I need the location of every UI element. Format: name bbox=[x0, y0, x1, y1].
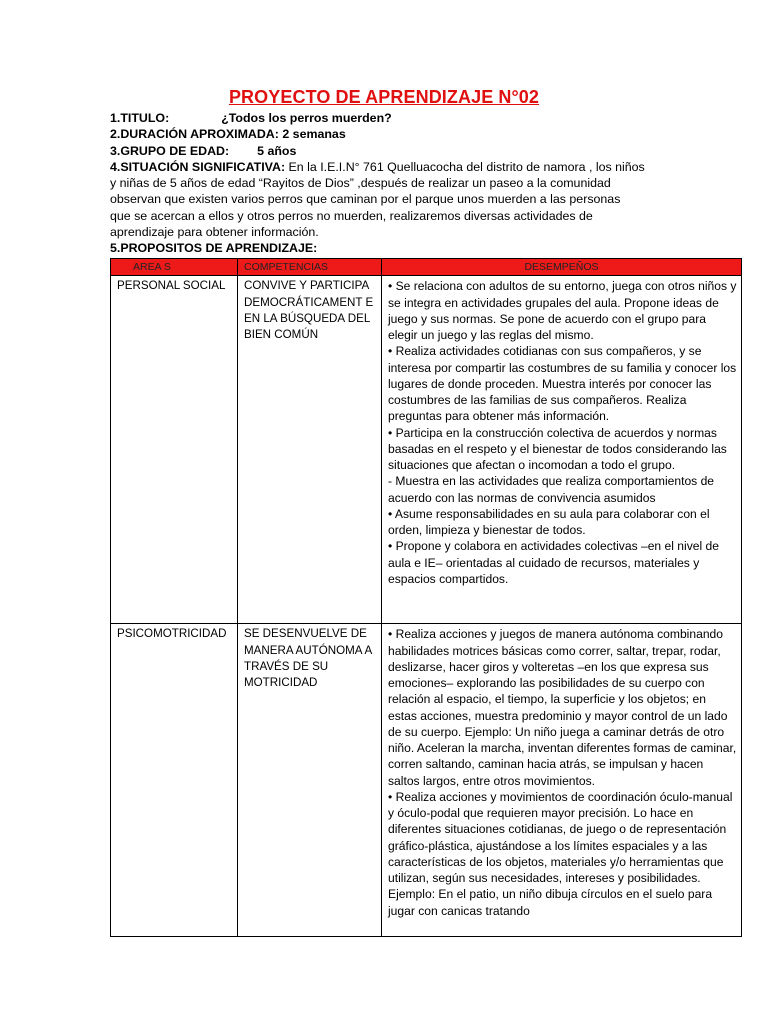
titulo-value: ¿Todos los perros muerden? bbox=[221, 111, 392, 125]
titulo-line bbox=[110, 110, 670, 126]
desempeno-item: • Propone y colabora en actividades colectivas –en el nivel de aula e IE– orientadas al cuidado de recursos, materiales y espacios compartidos. bbox=[388, 539, 719, 586]
situacion-line-3: que se acercan a ellos y otros perros no muerden, realizaremos diversas actividades de bbox=[110, 208, 593, 223]
competencia-cell: CONVIVE Y PARTICIPA DEMOCRÁTICAMENT E EN LA BÚSQUEDA DEL BIEN COMÚN bbox=[238, 276, 382, 624]
situacion-text: En la I.E.I.N° 761 Quelluacocha del distrito de namora , los niños bbox=[288, 159, 645, 174]
area-cell: PSICOMOTRICIDAD bbox=[111, 624, 238, 937]
header-competencias: COMPETENCIAS bbox=[238, 259, 382, 276]
grupo-label: 3.GRUPO DE EDAD: bbox=[110, 143, 230, 158]
propositos-label: 5.PROPOSITOS DE APRENDIZAJE: bbox=[110, 241, 318, 256]
desempeno-item: - Muestra en las actividades que realiza comportamientos de acuerdo con las normas de convivencia asumidos bbox=[388, 474, 715, 505]
duracion-label: 2.DURACIÓN APROXIMADA: bbox=[110, 127, 279, 142]
titulo-label: 1.TITULO: bbox=[110, 111, 170, 125]
duracion-line bbox=[110, 126, 670, 142]
grupo-value: 5 años bbox=[257, 143, 297, 158]
project-info bbox=[110, 110, 670, 257]
table-row bbox=[111, 624, 742, 937]
grupo-line bbox=[110, 143, 670, 159]
header-desempenos: DESEMPEÑOS bbox=[382, 259, 742, 276]
desempenos-cell bbox=[382, 276, 742, 624]
header-areas: AREA S bbox=[111, 259, 238, 276]
area-cell: PERSONAL SOCIAL bbox=[111, 276, 238, 624]
situacion-line-4: aprendizaje para obtener información. bbox=[110, 225, 319, 240]
situacion-label: 4.SITUACIÓN SIGNIFICATIVA: bbox=[110, 159, 286, 174]
situacion-line-2: observan que existen varios perros que caminan por el parque unos muerden a las personas bbox=[110, 192, 621, 207]
desempenos-cell bbox=[382, 624, 742, 937]
table-row bbox=[111, 276, 742, 624]
situacion-line-1: y niñas de 5 años de edad “Rayitos de Dios” ,después de realizar un paseo a la comunidad bbox=[110, 176, 611, 191]
desempeno-item: • Realiza acciones y movimientos de coordinación óculo-manual y óculo-podal que requieren mayor precisión. Lo hace en diferentes situaciones cotidianas, de juego o de representación gráfico-plástica, ajustándose a los límites espaciales y a las características de los objetos, materiales y/o herramientas que utilizan, según sus necesidades, intereses y posibilidades. Ejemplo: En el patio, un niño dibuja círculos en el suelo para jugar con canicas tratando bbox=[388, 789, 733, 918]
desempeno-item: • Realiza acciones y juegos de manera autónoma combinando habilidades motrices básicas como correr, saltar, trepar, rodar, deslizarse, hacer giros y volteretas –en los que expresa sus emociones– explorando las posibilidades de su cuerpo con relación al espacio, el tiempo, la superficie y los objetos; en estas acciones, muestra predominio y mayor control de un lado de su cuerpo. Ejemplo: Un niño juega a caminar detrás de otro niño. Aceleran la marcha, inventan diferentes formas de caminar, corren saltando, caminan hacia atrás, se impulsan y hacen saltos largos, entre otros movimientos. bbox=[388, 627, 737, 788]
page-title: PROYECTO DE APRENDIZAJE N°02 bbox=[228, 87, 540, 107]
learning-purposes-table bbox=[110, 258, 742, 937]
table-header-row bbox=[111, 259, 742, 276]
duracion-value: 2 semanas bbox=[282, 127, 346, 142]
desempeno-item: • Realiza actividades cotidianas con sus compañeros, y se interesa por compartir las costumbres de su familia y conocer los lugares de donde proceden. Muestra interés por conocer las costumbres de las familias de sus compañeros. Realiza preguntas para obtener más información. bbox=[388, 344, 737, 424]
competencia-cell: SE DESENVUELVE DE MANERA AUTÓNOMA A TRAVÉS DE SU MOTRICIDAD bbox=[238, 624, 382, 937]
situacion-line-0 bbox=[110, 159, 670, 175]
desempeno-item: • Asume responsabilidades en su aula para colaborar con el orden, limpieza y bienestar de todos. bbox=[388, 506, 710, 537]
desempeno-item: • Participa en la construcción colectiva de acuerdos y normas basadas en el respeto y el bienestar de todos considerando las situaciones que afectan o incomodan a todo el grupo. bbox=[388, 425, 727, 472]
desempeno-item: • Se relaciona con adultos de su entorno, juega con otros niños y se integra en actividades grupales del aula. Propone ideas de juego y sus normas. Se pone de acuerdo con el grupo para elegir un juego y las reglas del mismo. bbox=[388, 279, 737, 342]
